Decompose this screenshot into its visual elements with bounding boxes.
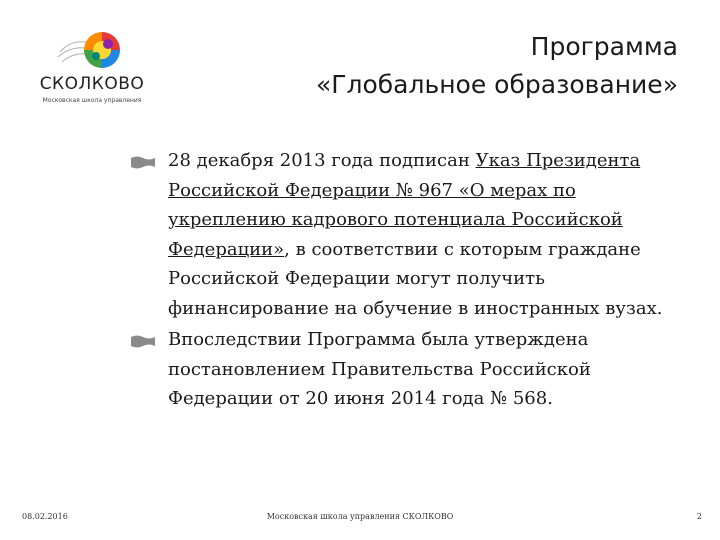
- logo-subtitle: Московская школа управления: [42, 97, 142, 104]
- skolkovo-logo: [22, 22, 162, 112]
- flag-bullet-icon: [130, 155, 156, 169]
- bullet-2-text: Впоследствии Программа была утверждена постановлением Правительства Российской Федерации от 20 июня 2014 года № 568.: [168, 329, 591, 409]
- bullet-1-prefix: 28 декабря 2013 года подписан: [168, 150, 476, 171]
- bullet-item-2: [130, 325, 690, 414]
- flag-bullet-icon: [130, 334, 156, 348]
- title-line-1: Программа: [530, 32, 678, 61]
- slide-content: [130, 146, 690, 414]
- decree-link[interactable]: Указ Президента Российской Федерации № 967 «О мерах по укреплению кадрового потенциала Российской Федерации»: [168, 150, 641, 260]
- slide-title: [198, 28, 678, 104]
- title-line-2: «Глобальное образование»: [315, 70, 678, 99]
- bullet-item-1: [130, 146, 690, 323]
- footer-date: 08.02.2016: [22, 512, 68, 521]
- footer-organization: Московская школа управления СКОЛКОВО: [266, 512, 454, 521]
- bullet-1-suffix: , в соответствии с которым граждане Российской Федерации могут получить финансирование на обучение в иностранных вузах.: [168, 238, 663, 319]
- skolkovo-sphere-icon: [52, 22, 132, 76]
- logo-wordmark: СКОЛКОВО: [39, 74, 145, 94]
- page-number: 2: [696, 512, 702, 521]
